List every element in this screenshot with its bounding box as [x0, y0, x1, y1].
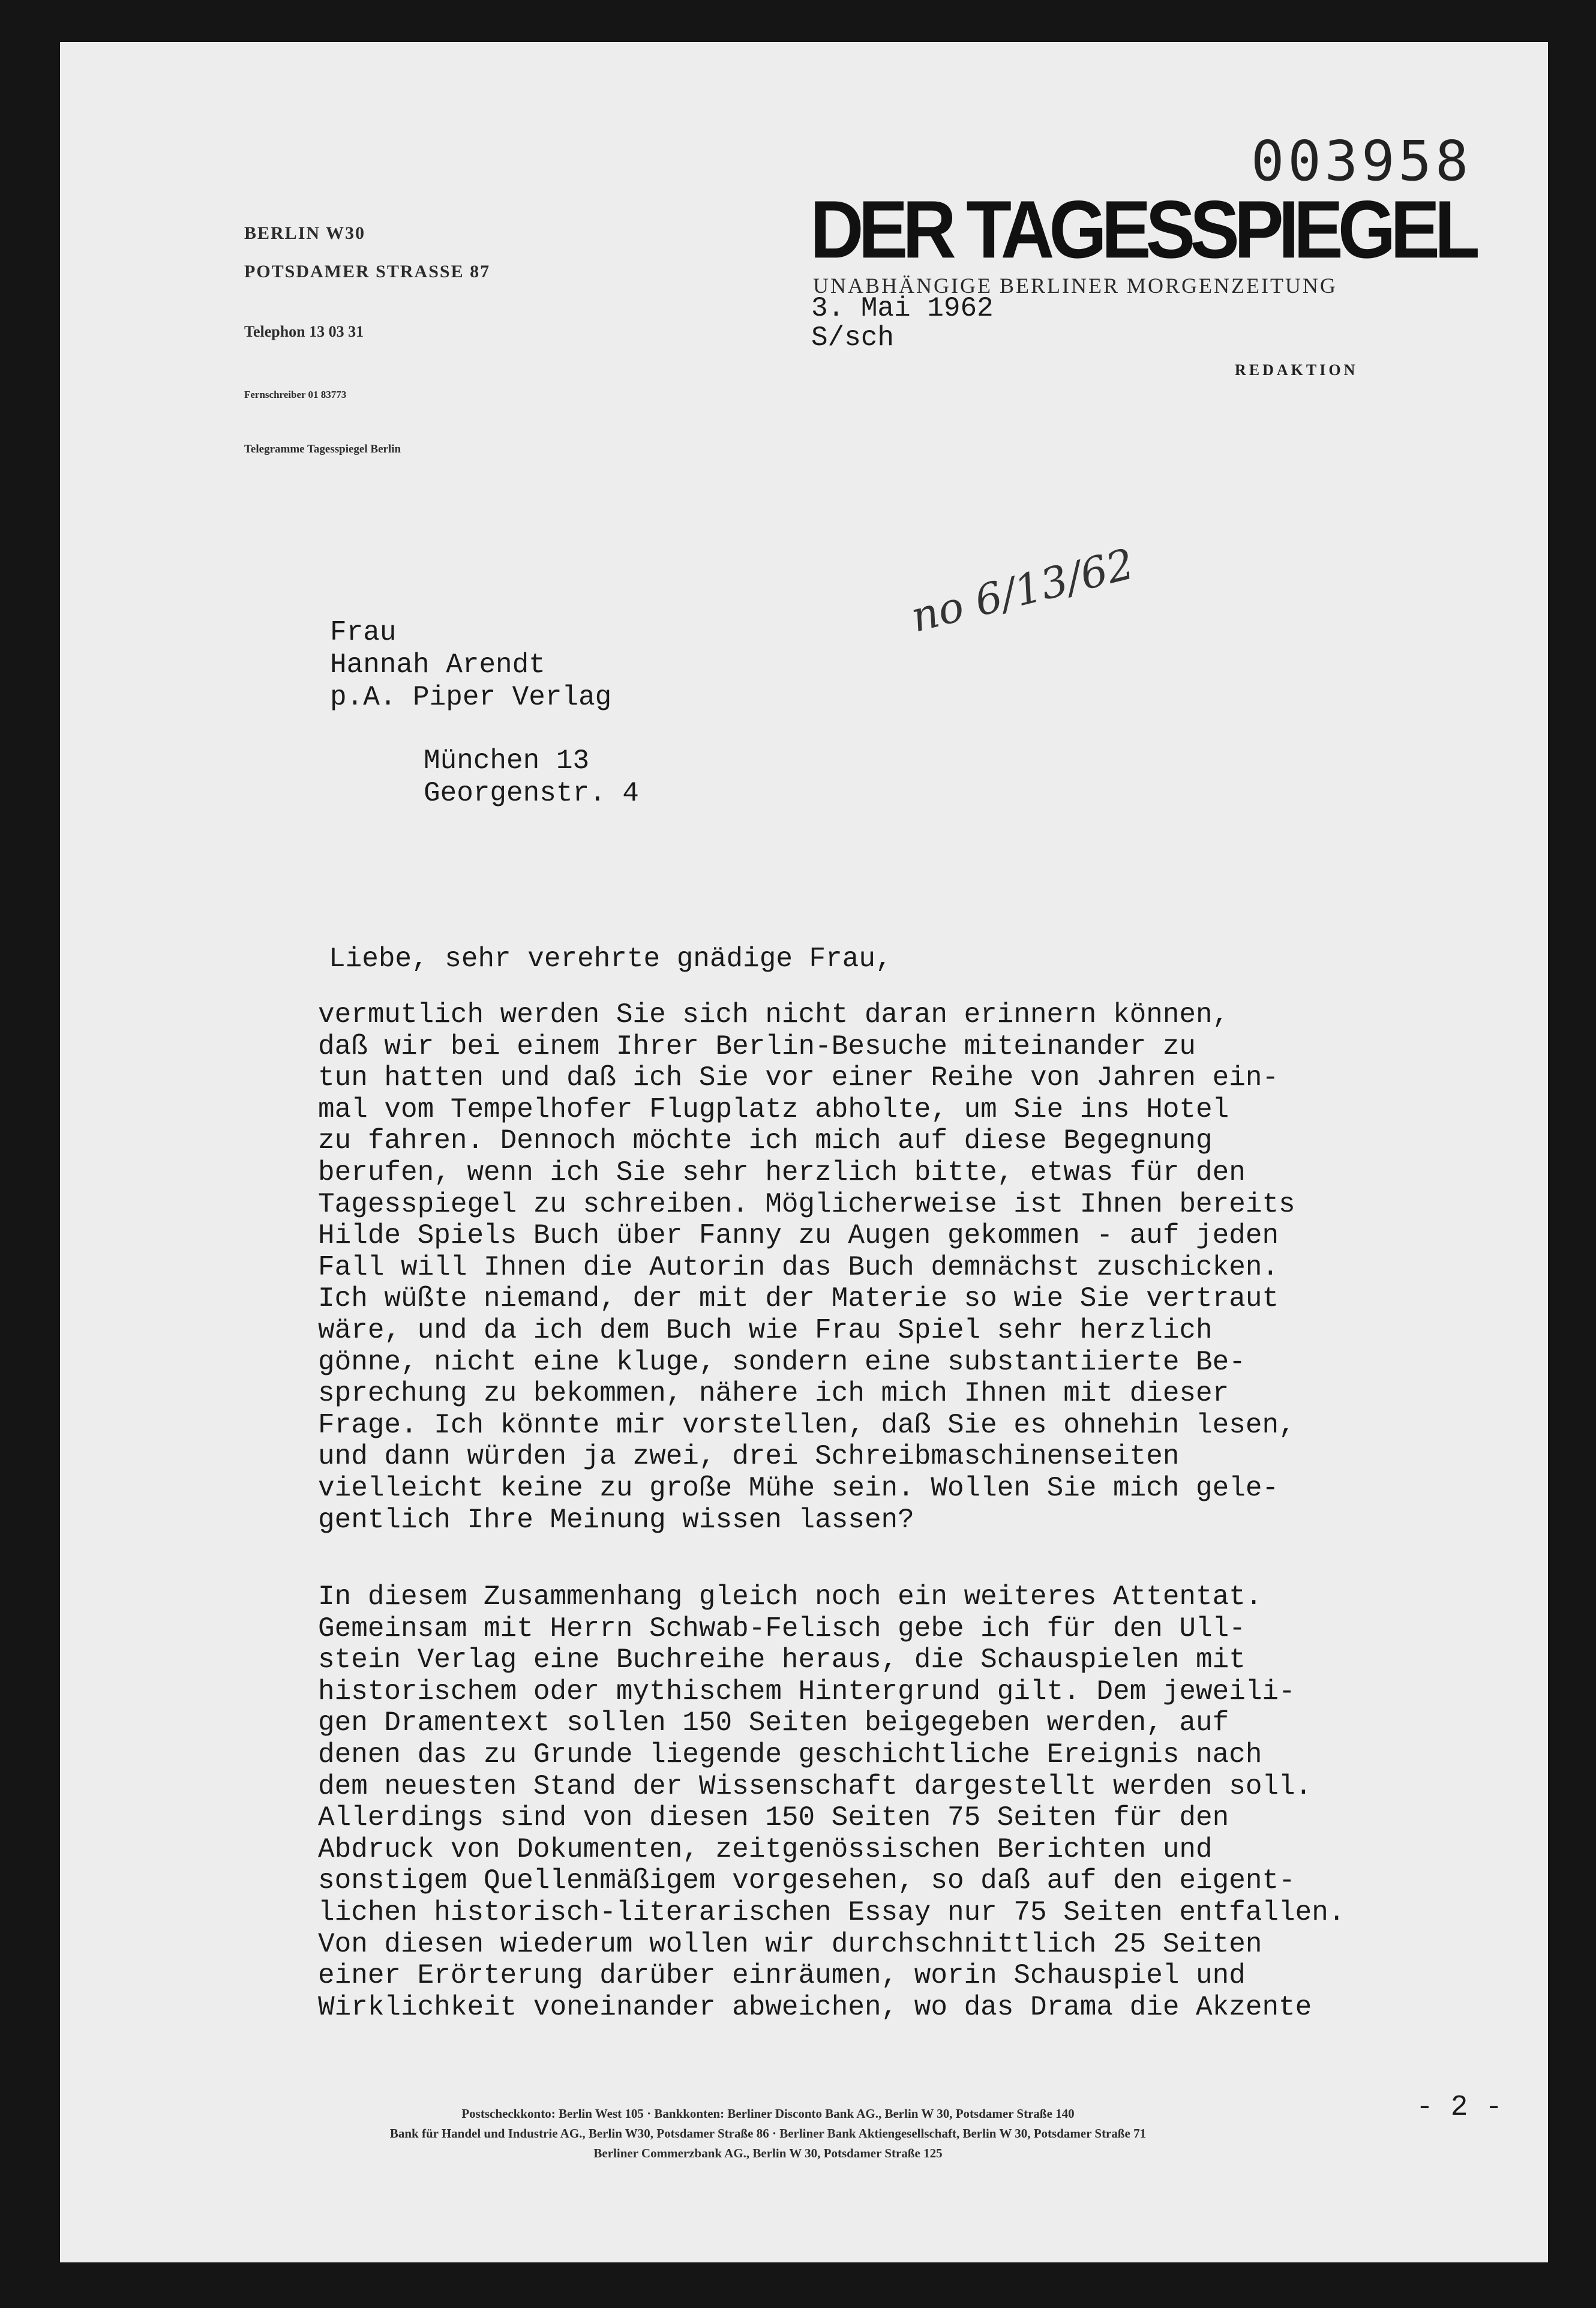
footer-bank-line: Bank für Handel und Industrie AG., Berlin W30, Potsdamer Straße 86 · Berliner Bank Aktiengesellschaft, Berlin W 30, Potsdamer Straße 71 — [389, 2126, 1147, 2141]
footer-bank-line: Berliner Commerzbank AG., Berlin W 30, Potsdamer Straße 125 — [593, 2146, 943, 2160]
body-line: und dann würden ja zwei, drei Schreibmaschinenseiten — [318, 1441, 1180, 1473]
body-line: gen Dramentext sollen 150 Seiten beigegeben werden, auf — [318, 1707, 1229, 1739]
body-line: Frage. Ich könnte mir vorstellen, daß Sie es ohnehin lesen, — [318, 1409, 1295, 1441]
letter-date: 3. Mai 1962 — [811, 293, 994, 324]
body-line: Fall will Ihnen die Autorin das Buch demnächst zuschicken. — [318, 1251, 1279, 1283]
body-line: Von diesen wiederum wollen wir durchschnittlich 25 Seiten — [318, 1928, 1262, 1960]
letter-reference: S/sch — [811, 322, 895, 353]
recipient-line: Hannah Arendt — [330, 649, 545, 681]
body-line: wäre, und da ich dem Buch wie Frau Spiel sehr herzlich — [318, 1314, 1213, 1346]
body-line: sonstigem Quellenmäßigem vorgesehen, so daß auf den eigent- — [318, 1865, 1295, 1897]
body-line: berufen, wenn ich Sie sehr herzlich bitte, etwas für den — [318, 1156, 1246, 1188]
body-line: Gemeinsam mit Herrn Schwab-Felisch gebe ich für den Ull- — [318, 1612, 1246, 1644]
recipient-line: Georgenstr. 4 — [424, 778, 639, 809]
body-line: zu fahren. Dennoch möchte ich mich auf diese Begegnung — [318, 1125, 1213, 1157]
body-paragraph-2 — [318, 1581, 1494, 2023]
body-line: denen das zu Grunde liegende geschichtliche Ereignis nach — [318, 1739, 1262, 1770]
body-paragraph-1 — [318, 999, 1494, 1536]
body-line: gentlich Ihre Meinung wissen lassen? — [318, 1504, 914, 1536]
salutation: Liebe, sehr verehrte gnädige Frau, — [329, 943, 892, 975]
body-line: vielleicht keine zu große Mühe sein. Wollen Sie mich gele- — [318, 1472, 1279, 1504]
body-line: sprechung zu bekommen, nähere ich mich Ihnen mit dieser — [318, 1378, 1229, 1410]
archive-number: 003958 — [1251, 129, 1472, 193]
department-label: REDAKTION — [1235, 361, 1358, 379]
body-line: vermutlich werden Sie sich nicht daran erinnern können, — [318, 999, 1229, 1030]
recipient-line: p.A. Piper Verlag — [330, 682, 612, 713]
body-line: Ich wüßte niemand, der mit der Materie so wie Sie vertraut — [318, 1283, 1279, 1315]
body-line: historischem oder mythischem Hintergrund gilt. Dem jeweili- — [318, 1675, 1295, 1707]
letter-sheet — [60, 42, 1548, 2262]
body-line: Allerdings sind von diesen 150 Seiten 75 Seiten für den — [318, 1802, 1229, 1834]
newspaper-subtitle: UNABHÄNGIGE BERLINER MORGENZEITUNG — [813, 274, 1337, 298]
sender-street: POTSDAMER STRASSE 87 — [244, 262, 491, 281]
body-line: daß wir bei einem Ihrer Berlin-Besuche miteinander zu — [318, 1030, 1196, 1062]
newspaper-masthead: DER TAGESSPIEGEL — [810, 184, 1475, 275]
body-line: gönne, nicht eine kluge, sondern eine substantiierte Be- — [318, 1346, 1246, 1378]
footer-bank-line: Postscheckkonto: Berlin West 105 · Bankkonten: Berliner Disconto Bank AG., Berlin W 30, Potsdamer Straße 140 — [461, 2106, 1075, 2121]
body-line: lichen historisch-literarischen Essay nur 75 Seiten entfallen. — [318, 1896, 1345, 1928]
recipient-line: Frau — [330, 617, 397, 648]
body-line: dem neuesten Stand der Wissenschaft dargestellt werden soll. — [318, 1770, 1312, 1802]
sender-phone: Telephon 13 03 31 — [244, 323, 364, 340]
body-line: stein Verlag eine Buchreihe heraus, die Schauspielen mit — [318, 1644, 1246, 1676]
recipient-line: München 13 — [424, 745, 590, 777]
page-indicator: - 2 - — [1416, 2091, 1503, 2124]
body-line: tun hatten und daß ich Sie vor einer Reihe von Jahren ein- — [318, 1062, 1279, 1094]
body-line: Abdruck von Dokumenten, zeitgenössischen Berichten und — [318, 1833, 1213, 1865]
body-line: mal vom Tempelhofer Flugplatz abholte, um Sie ins Hotel — [318, 1093, 1229, 1125]
body-line: Hilde Spiels Buch über Fanny zu Augen gekommen - auf jeden — [318, 1220, 1279, 1252]
sender-city: BERLIN W30 — [244, 223, 365, 243]
body-line: Tagesspiegel zu schreiben. Möglicherweise ist Ihnen bereits — [318, 1188, 1295, 1220]
body-line: Wirklichkeit voneinander abweichen, wo das Drama die Akzente — [318, 1991, 1312, 2023]
sender-telegram: Telegramme Tagesspiegel Berlin — [244, 443, 401, 455]
sender-telex: Fernschreiber 01 83773 — [244, 389, 347, 400]
body-line: einer Erörterung darüber einräumen, worin Schauspiel und — [318, 1960, 1246, 1992]
body-line: In diesem Zusammenhang gleich noch ein weiteres Attentat. — [318, 1581, 1262, 1612]
handwritten-note: no 6/13/62 — [906, 539, 1139, 642]
